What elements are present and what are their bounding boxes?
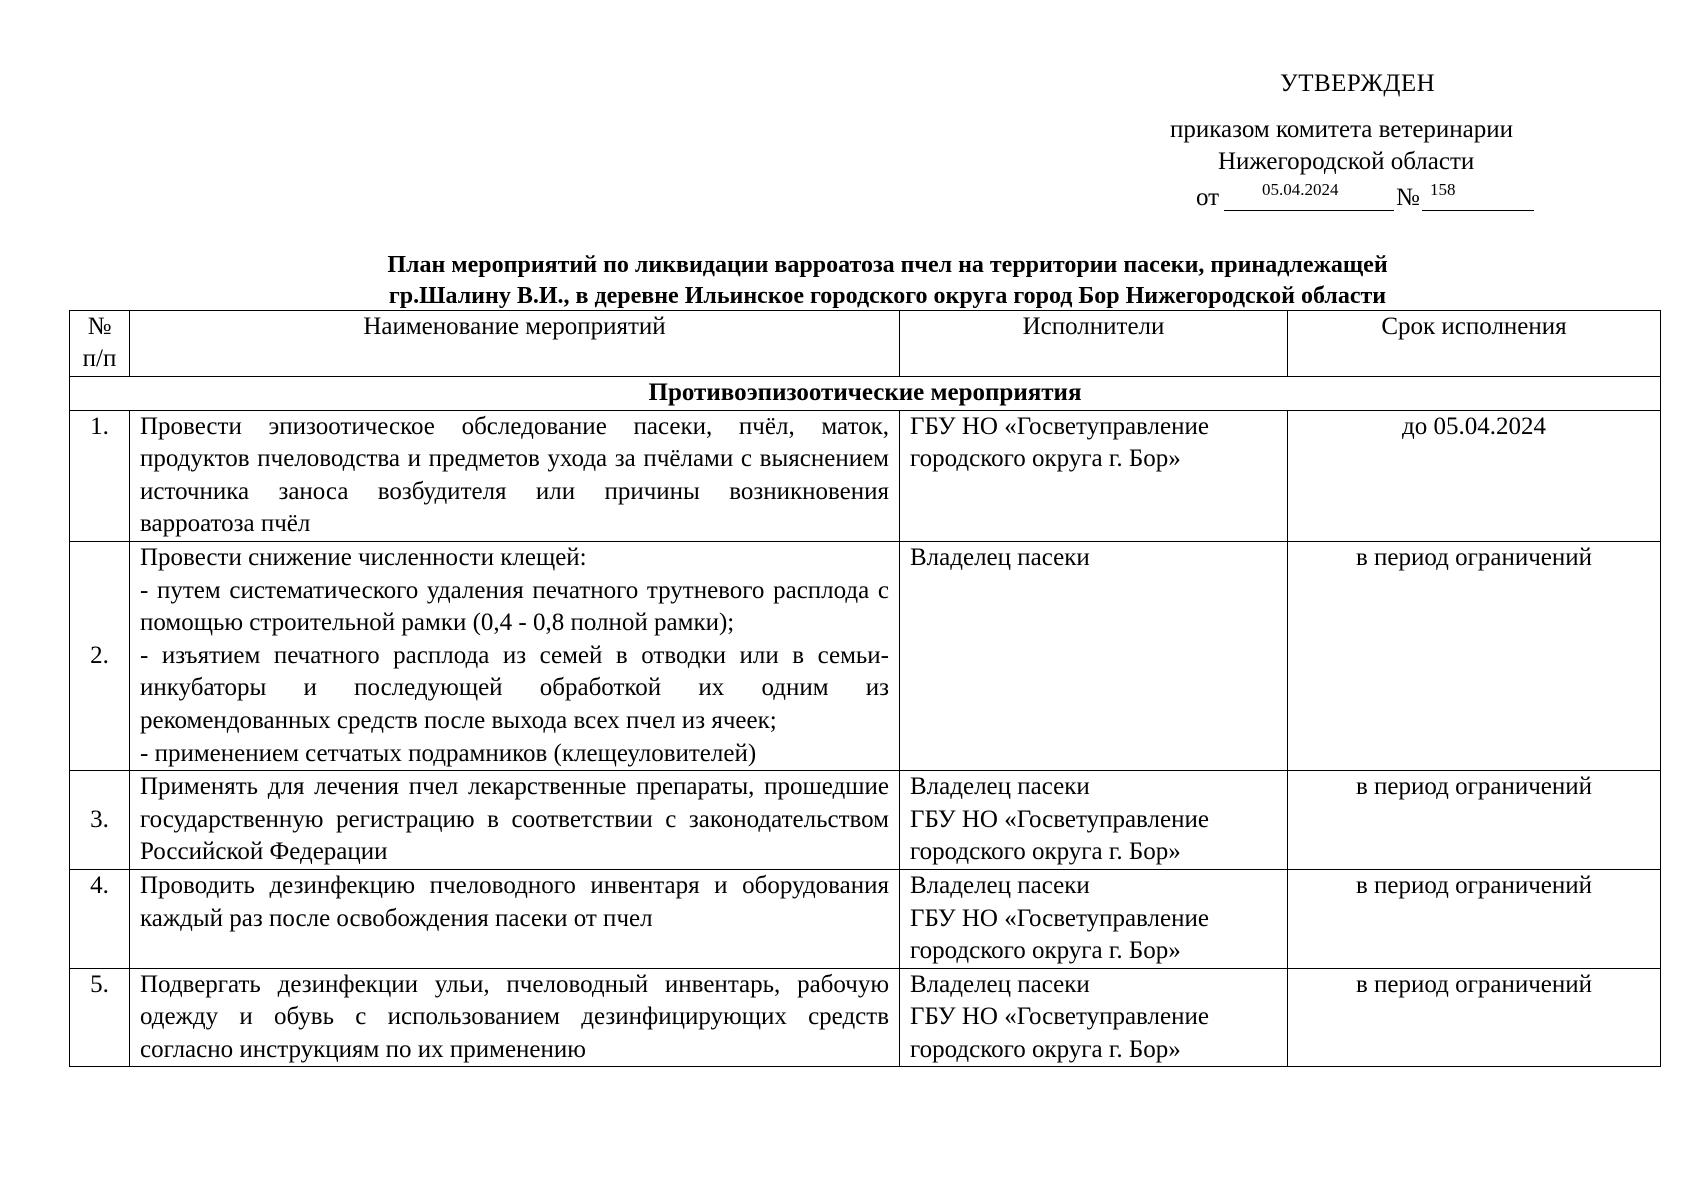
date-prefix: от xyxy=(1196,184,1220,211)
activity-cell xyxy=(130,541,900,770)
table-row xyxy=(70,541,1661,770)
executor-text: Владелец пасеки xyxy=(910,871,1090,899)
number-value: 158 xyxy=(1430,180,1456,199)
number-underline xyxy=(1422,210,1534,211)
executors-cell xyxy=(900,771,1288,870)
document-title-line-2: гр.Шалину В.И., в деревне Ильинское городского округа город Бор Нижегородской области xyxy=(388,283,1387,309)
activity-text: Провести эпизоотическое обследование пасеки, пчёл, маток, продуктов пчеловодства и предметов ухода за пчёлами с выяснением источника заноса возбудителя или причины возникновения варроатоза пчёл xyxy=(140,412,889,538)
table-row xyxy=(70,968,1661,1067)
activity-cell xyxy=(130,410,900,541)
row-number: 3. xyxy=(70,771,130,870)
section-title: Противоэпизоотические мероприятия xyxy=(70,377,1661,411)
term-cell: в период ограничений xyxy=(1288,771,1661,870)
executor-text: Владелец пасеки xyxy=(910,543,1090,571)
executors-cell xyxy=(900,968,1288,1067)
term-cell: в период ограничений xyxy=(1288,968,1661,1067)
executors-cell xyxy=(900,541,1288,770)
date-value: 05.04.2024 xyxy=(1262,180,1339,199)
executor-text: Владелец пасеки xyxy=(910,970,1090,998)
approval-title: УТВЕРЖДЕН xyxy=(1280,70,1436,97)
table-row xyxy=(70,771,1661,870)
header-number: № п/п xyxy=(70,311,130,377)
activity-text: - применением сетчатых подрамников (клещеуловителей) xyxy=(140,739,757,767)
document-title-line-1: План мероприятий по ликвидации варроатоза пчел на территории пасеки, принадлежащей xyxy=(387,252,1388,278)
activity-cell xyxy=(130,771,900,870)
row-number: 4. xyxy=(70,869,130,968)
executors-cell xyxy=(900,869,1288,968)
header-activity-name: Наименование мероприятий xyxy=(130,311,900,377)
activity-text: Применять для лечения пчел лекарственные препараты, прошедшие государственную регистрацию в соответствии с законодательством Российской Федерации xyxy=(140,773,889,866)
number-prefix: № xyxy=(1396,184,1420,211)
term-cell: в период ограничений xyxy=(1288,541,1661,770)
row-number: 2. xyxy=(70,541,130,770)
table-header-row xyxy=(70,311,1661,377)
executor-text: Владелец пасеки xyxy=(910,773,1090,801)
section-row xyxy=(70,377,1661,411)
executor-text: ГБУ НО «Госветуправление городского округа г. Бор» xyxy=(910,1003,1209,1063)
header-executors: Исполнители xyxy=(900,311,1288,377)
approval-block xyxy=(0,0,1697,230)
row-number: 1. xyxy=(70,410,130,541)
executor-text: ГБУ НО «Госветуправление городского округа г. Бор» xyxy=(910,412,1209,473)
activity-text: - изъятием печатного расплода из семей в отводки или в семьи-инкубаторы и последующей обработкой их одним из рекомендованных средств после выхода всех пчел из ячеек; xyxy=(140,641,889,734)
table-row xyxy=(70,869,1661,968)
executor-text: ГБУ НО «Госветуправление городского округа г. Бор» xyxy=(910,805,1209,866)
activity-text: Подвергать дезинфекции ульи, пчеловодный инвентарь, рабочую одежду и обувь с использованием дезинфицирующих средств согласно инструкциям по их применению xyxy=(140,970,889,1063)
row-number: 5. xyxy=(70,968,130,1067)
activity-text: - путем систематического удаления печатного трутневого расплода с помощью строительной рамки (0,4 - 0,8 полной рамки); xyxy=(140,576,889,637)
activity-cell xyxy=(130,968,900,1067)
executor-text: ГБУ НО «Госветуправление городского округа г. Бор» xyxy=(910,904,1209,965)
approval-region-line: Нижегородской области xyxy=(1218,148,1475,175)
activities-table xyxy=(69,310,1661,1067)
date-underline xyxy=(1224,210,1394,211)
approval-order-line: приказом комитета ветеринарии xyxy=(1170,116,1514,143)
activity-text: Провести снижение численности клещей: xyxy=(140,543,587,571)
term-cell: в период ограничений xyxy=(1288,869,1661,968)
activity-cell xyxy=(130,869,900,968)
header-term: Срок исполнения xyxy=(1288,311,1661,377)
table-row xyxy=(70,410,1661,541)
document-title xyxy=(0,250,1697,312)
activity-text: Проводить дезинфекцию пчеловодного инвентаря и оборудования каждый раз после освобождения пасеки от пчел xyxy=(140,871,889,932)
term-cell: до 05.04.2024 xyxy=(1288,410,1661,541)
executors-cell xyxy=(900,410,1288,541)
